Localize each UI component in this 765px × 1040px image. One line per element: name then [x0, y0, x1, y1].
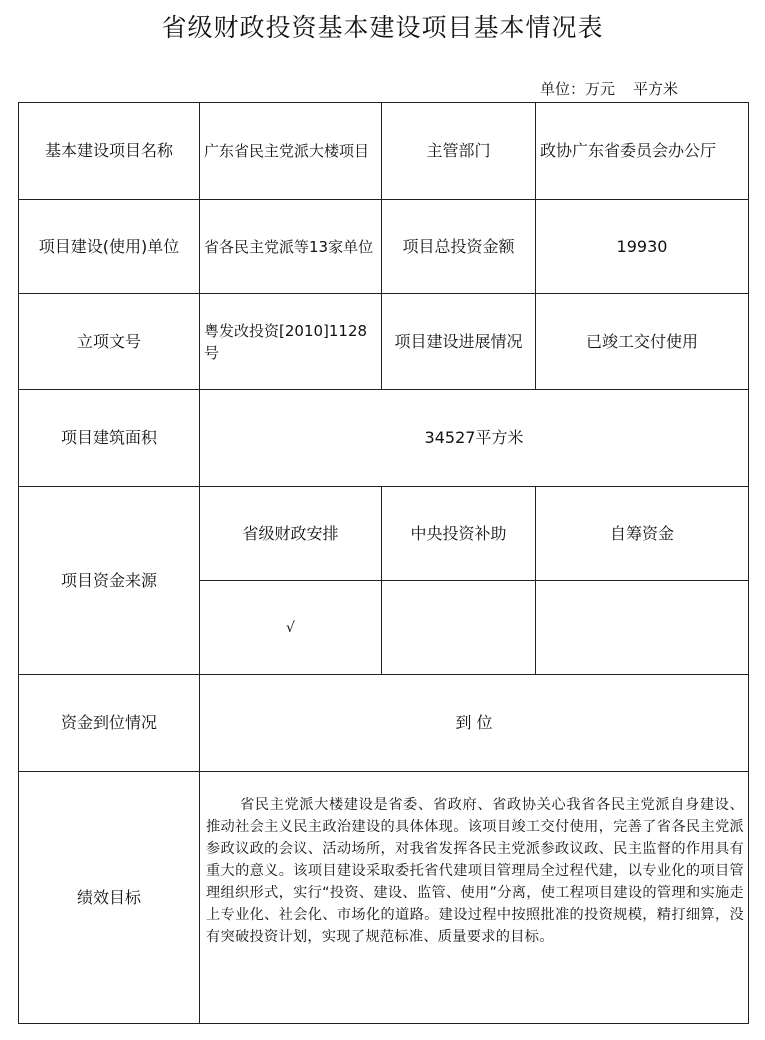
funding-source-central: 中央投资补助	[382, 487, 536, 581]
performance-cell	[200, 772, 749, 1024]
dept-label: 主管部门	[382, 103, 536, 200]
funding-source-self: 自筹资金	[536, 487, 749, 581]
area-label: 项目建筑面积	[19, 390, 200, 487]
table-row	[19, 675, 749, 772]
table-row	[19, 390, 749, 487]
unit-money: 单位：万元	[540, 80, 616, 98]
progress-value: 已竣工交付使用	[536, 294, 749, 390]
unit-area: 平方米	[633, 80, 679, 98]
project-name-value: 广东省民主党派大楼项目	[200, 103, 382, 200]
builder-value: 省各民主党派等13家单位	[200, 200, 382, 294]
approval-label: 立项文号	[19, 294, 200, 390]
performance-text: 省民主党派大楼建设是省委、省政府、省政协关心我省各民主党派自身建设、推动社会主义民主政治建设的具体体现。该项目竣工交付使用，完善了省各民主党派参政议政的会议、活动场所，对我省发挥各民主党派参政议政、民主监督的作用具有重大的意义。该项目建设采取委托省代建项目管理局全过程代建，以专业化的项目管理组织形式，实行“投资、建设、监管、使用”分离，使工程项目建设的管理和实施走上专业化、社会化、市场化的道路。建设过程中按照批准的投资规模，精打细算，没有突破投资计划，实现了规范标准、质量要求的目标。	[206, 797, 744, 945]
progress-label: 项目建设进展情况	[382, 294, 536, 390]
project-info-table	[18, 102, 749, 1024]
table-row	[19, 772, 749, 1024]
funding-mark-provincial: √	[200, 581, 382, 675]
table-row	[19, 294, 749, 390]
funding-source-provincial: 省级财政安排	[200, 487, 382, 581]
area-value: 34527平方米	[200, 390, 749, 487]
page-title: 省级财政投资基本建设项目基本情况表	[161, 13, 604, 42]
performance-label: 绩效目标	[19, 772, 200, 1024]
investment-value: 19930	[536, 200, 749, 294]
dept-value: 政协广东省委员会办公厅	[536, 103, 749, 200]
unit-note	[540, 78, 678, 99]
project-name-label: 基本建设项目名称	[19, 103, 200, 200]
builder-label: 项目建设(使用)单位	[19, 200, 200, 294]
funding-mark-central	[382, 581, 536, 675]
funding-mark-self	[536, 581, 749, 675]
table-row	[19, 487, 749, 581]
table-row	[19, 200, 749, 294]
funding-label: 项目资金来源	[19, 487, 200, 675]
approval-value: 粤发改投资[2010]1128号	[200, 294, 382, 390]
investment-label: 项目总投资金额	[382, 200, 536, 294]
table-row	[19, 103, 749, 200]
arrival-label: 资金到位情况	[19, 675, 200, 772]
arrival-value: 到 位	[200, 675, 749, 772]
